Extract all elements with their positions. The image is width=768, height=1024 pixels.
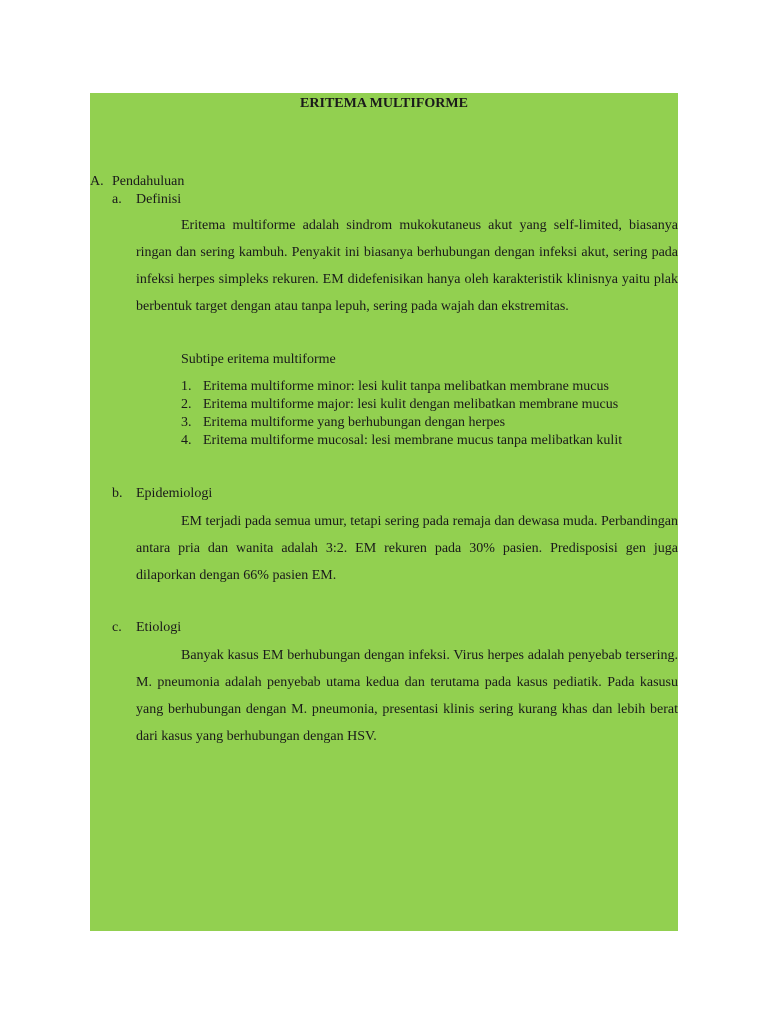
section-a-label: Pendahuluan bbox=[112, 174, 185, 189]
document-title: ERITEMA MULTIFORME bbox=[300, 96, 468, 111]
list-item-text: Eritema multiforme yang berhubungan dengan herpes bbox=[203, 415, 506, 430]
list-item bbox=[181, 432, 622, 450]
definisi-marker: a. bbox=[112, 192, 122, 207]
definisi-paragraph: Eritema multiforme adalah sindrom mukokutaneus akut yang self-limited, biasanya ringan dan sering kambuh. Penyakit ini biasanya berhubungan dengan infeksi akut, sering pada infeksi herpes simpleks rekuren. EM didefenisikan hanya oleh karakteristik klinisnya yaitu plak berbentuk target dengan atau tanpa lepuh, sering pada wajah dan ekstremitas. bbox=[136, 218, 678, 314]
list-item-number: 4. bbox=[181, 433, 192, 448]
document-page bbox=[90, 93, 678, 931]
subtype-list bbox=[181, 378, 622, 450]
definisi-heading bbox=[112, 192, 181, 208]
list-item-text: Eritema multiforme minor: lesi kulit tanpa melibatkan membrane mucus bbox=[203, 379, 609, 394]
list-item-number: 1. bbox=[181, 379, 192, 394]
list-item-number: 3. bbox=[181, 415, 192, 430]
section-a-marker: A. bbox=[90, 174, 104, 189]
epidemiologi-label: Epidemiologi bbox=[136, 486, 213, 501]
subtype-heading: Subtipe eritema multiforme bbox=[181, 352, 336, 367]
definisi-label: Definisi bbox=[136, 192, 182, 207]
list-item bbox=[181, 378, 622, 396]
section-a-heading bbox=[90, 174, 184, 190]
list-item bbox=[181, 414, 622, 432]
list-item-number: 2. bbox=[181, 397, 192, 412]
etiologi-heading bbox=[112, 620, 181, 636]
etiologi-marker: c. bbox=[112, 620, 122, 635]
etiologi-label: Etiologi bbox=[136, 620, 182, 635]
list-item-text: Eritema multiforme mucosal: lesi membrane mucus tanpa melibatkan kulit bbox=[203, 433, 623, 448]
list-item-text: Eritema multiforme major: lesi kulit dengan melibatkan membrane mucus bbox=[203, 397, 619, 412]
epidemiologi-marker: b. bbox=[112, 486, 123, 501]
etiologi-paragraph: Banyak kasus EM berhubungan dengan infeksi. Virus herpes adalah penyebab tersering. M. pneumonia adalah penyebab utama kedua dan terutama pada kasus pediatik. Pada kasusu yang berhubungan dengan M. pneumonia, presentasi klinis sering kurang khas dan lebih berat dari kasus yang berhubungan dengan HSV. bbox=[136, 648, 678, 744]
list-item bbox=[181, 396, 622, 414]
epidemiologi-heading bbox=[112, 486, 212, 502]
epidemiologi-paragraph: EM terjadi pada semua umur, tetapi sering pada remaja dan dewasa muda. Perbandingan antara pria dan wanita adalah 3:2. EM rekuren pada 30% pasien. Predisposisi gen juga dilaporkan dengan 66% pasien EM. bbox=[136, 514, 678, 583]
